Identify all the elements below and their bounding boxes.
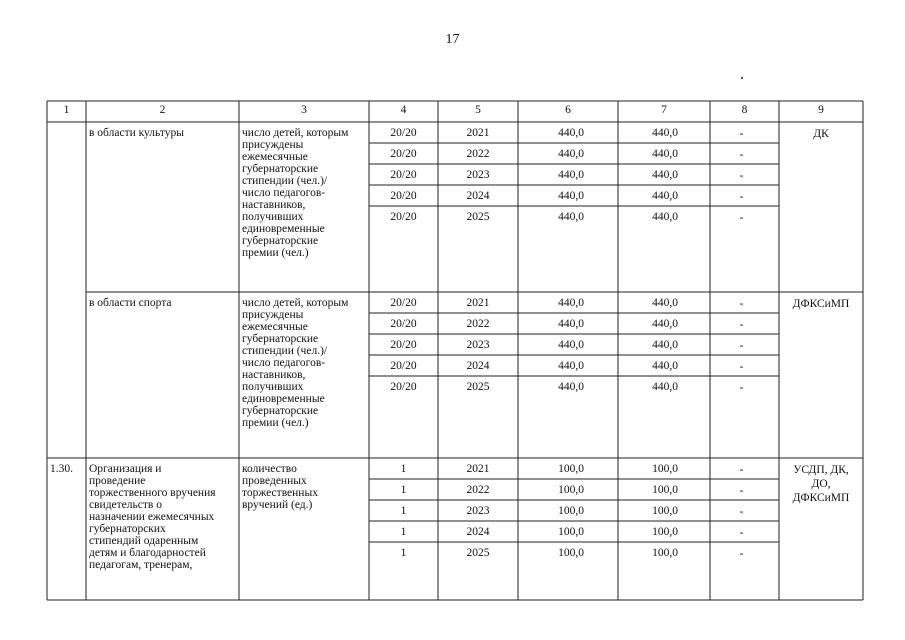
total-funding: 440,0: [558, 360, 584, 372]
regional-budget: 440,0: [652, 318, 678, 330]
indicator-line: число детей, которым: [242, 127, 349, 139]
executor-line: УСДП, ДК,: [793, 464, 849, 476]
regional-budget: 440,0: [652, 127, 678, 139]
total-funding: 440,0: [558, 339, 584, 351]
indicator-line: число детей, которым: [242, 297, 349, 309]
federal-budget-dash: -: [739, 149, 744, 161]
federal-budget-dash: -: [739, 340, 744, 352]
year-cell: 2024: [466, 190, 490, 202]
activity-name-line: назначении ежемесячных: [89, 511, 215, 523]
year-cell: 2022: [466, 484, 490, 496]
executor-line: ДФКСиМП: [792, 298, 850, 310]
year-cell: 2025: [466, 211, 490, 223]
regional-budget: 100,0: [652, 505, 678, 517]
page-number: 17: [445, 32, 460, 47]
total-funding: 440,0: [558, 211, 584, 223]
indicator-line: проведенных: [242, 475, 307, 487]
indicator-line: наставников,: [242, 199, 306, 211]
target-value: 1: [400, 547, 407, 559]
total-funding: 100,0: [558, 505, 584, 517]
year-cell: 2022: [466, 148, 490, 160]
activity-name-line: в области культуры: [89, 127, 184, 139]
total-funding: 100,0: [558, 526, 584, 538]
target-value: 20/20: [390, 127, 417, 139]
federal-budget-dash: -: [739, 506, 744, 518]
activity-name-line: педагогам, тренерам,: [89, 559, 193, 571]
activity-name-line: Организация и: [89, 463, 162, 475]
regional-budget: 100,0: [652, 484, 678, 496]
indicator-line: ежемесячные: [242, 321, 308, 333]
column-header: 6: [565, 104, 571, 116]
target-value: 20/20: [390, 211, 417, 223]
target-value: 1: [400, 484, 407, 496]
activity-name-line: губернаторских: [89, 523, 166, 535]
indicator-line: получивших: [242, 381, 304, 393]
total-funding: 440,0: [558, 381, 584, 393]
activity-name-line: торжественного вручения: [89, 487, 216, 499]
total-funding: 440,0: [558, 297, 584, 309]
year-cell: 2023: [466, 339, 490, 351]
federal-budget-dash: -: [739, 128, 744, 140]
federal-budget-dash: -: [739, 464, 744, 476]
year-cell: 2024: [466, 526, 490, 538]
indicator-line: премии (чел.): [242, 247, 309, 259]
regional-budget: 440,0: [652, 190, 678, 202]
target-value: 1: [400, 526, 407, 538]
indicator-line: получивших: [242, 211, 304, 223]
regional-budget: 440,0: [652, 148, 678, 160]
indicator-line: торжественных: [242, 487, 318, 499]
indicator-line: ежемесячные: [242, 151, 308, 163]
regional-budget: 440,0: [652, 381, 678, 393]
total-funding: 100,0: [558, 547, 584, 559]
federal-budget-dash: -: [739, 527, 744, 539]
regional-budget: 440,0: [652, 297, 678, 309]
target-value: 20/20: [390, 169, 417, 181]
regional-budget: 440,0: [652, 339, 678, 351]
year-cell: 2023: [466, 505, 490, 517]
activity-name-line: свидетельств о: [89, 499, 162, 511]
activity-name-line: детям и благодарностей: [89, 547, 206, 559]
year-cell: 2021: [466, 463, 490, 475]
regional-budget: 440,0: [652, 169, 678, 181]
column-header: 9: [818, 104, 824, 116]
federal-budget-dash: -: [739, 382, 744, 394]
federal-budget-dash: -: [739, 170, 744, 182]
indicator-line: присуждены: [242, 309, 304, 321]
year-cell: 2021: [466, 127, 490, 139]
total-funding: 440,0: [558, 318, 584, 330]
column-header: 7: [661, 104, 667, 116]
federal-budget-dash: -: [739, 191, 744, 203]
indicator-line: премии (чел.): [242, 417, 309, 429]
indicator-line: число педагогов-: [242, 187, 326, 199]
regional-budget: 100,0: [652, 547, 678, 559]
indicator-line: число педагогов-: [242, 357, 326, 369]
row-number: 1.30.: [50, 463, 73, 475]
column-header: 2: [159, 104, 166, 116]
column-header: 1: [63, 104, 70, 116]
total-funding: 440,0: [558, 148, 584, 160]
target-value: 20/20: [390, 381, 417, 393]
total-funding: 100,0: [558, 463, 584, 475]
regional-budget: 440,0: [652, 360, 678, 372]
federal-budget-dash: -: [739, 361, 744, 373]
indicator-line: губернаторские: [242, 333, 319, 345]
column-header: 3: [301, 104, 307, 116]
regional-budget: 100,0: [652, 526, 678, 538]
executor-line: ДФКСиМП: [792, 492, 850, 504]
total-funding: 440,0: [558, 190, 584, 202]
activity-name-line: в области спорта: [89, 297, 172, 309]
indicator-line: губернаторские: [242, 235, 319, 247]
regional-budget: 100,0: [652, 463, 678, 475]
column-header: 5: [475, 104, 481, 116]
year-cell: 2024: [466, 360, 490, 372]
target-value: 1: [400, 505, 407, 517]
indicator-line: наставников,: [242, 369, 306, 381]
year-cell: 2022: [466, 318, 490, 330]
year-cell: 2025: [466, 547, 490, 559]
year-cell: 2023: [466, 169, 490, 181]
indicator-line: единовременные: [242, 393, 325, 405]
indicator-line: присуждены: [242, 139, 304, 151]
executor-line: ДО,: [811, 478, 831, 490]
target-value: 20/20: [390, 297, 417, 309]
indicator-line: губернаторские: [242, 405, 319, 417]
target-value: 20/20: [390, 318, 417, 330]
activity-name-line: стипендий одаренным: [89, 535, 199, 547]
federal-budget-dash: -: [739, 298, 744, 310]
regional-budget: 440,0: [652, 211, 678, 223]
year-cell: 2025: [466, 381, 490, 393]
federal-budget-dash: -: [739, 485, 744, 497]
total-funding: 440,0: [558, 127, 584, 139]
federal-budget-dash: -: [739, 548, 744, 560]
target-value: 20/20: [390, 339, 417, 351]
indicator-line: стипендии (чел.)/: [242, 175, 328, 187]
executor-line: ДК: [813, 128, 829, 140]
target-value: 20/20: [390, 360, 417, 372]
column-header: 8: [741, 104, 748, 116]
indicator-line: количество: [242, 463, 297, 475]
indicator-line: стипендии (чел.)/: [242, 345, 328, 357]
target-value: 1: [400, 463, 407, 475]
total-funding: 100,0: [558, 484, 584, 496]
indicator-line: губернаторские: [242, 163, 319, 175]
federal-budget-dash: -: [739, 319, 744, 331]
total-funding: 440,0: [558, 169, 584, 181]
federal-budget-dash: -: [739, 212, 744, 224]
year-cell: 2021: [466, 297, 490, 309]
column-header: 4: [400, 104, 407, 116]
indicator-line: единовременные: [242, 223, 325, 235]
target-value: 20/20: [390, 190, 417, 202]
indicator-line: вручений (ед.): [242, 499, 313, 511]
target-value: 20/20: [390, 148, 417, 160]
activity-name-line: проведение: [89, 475, 146, 487]
